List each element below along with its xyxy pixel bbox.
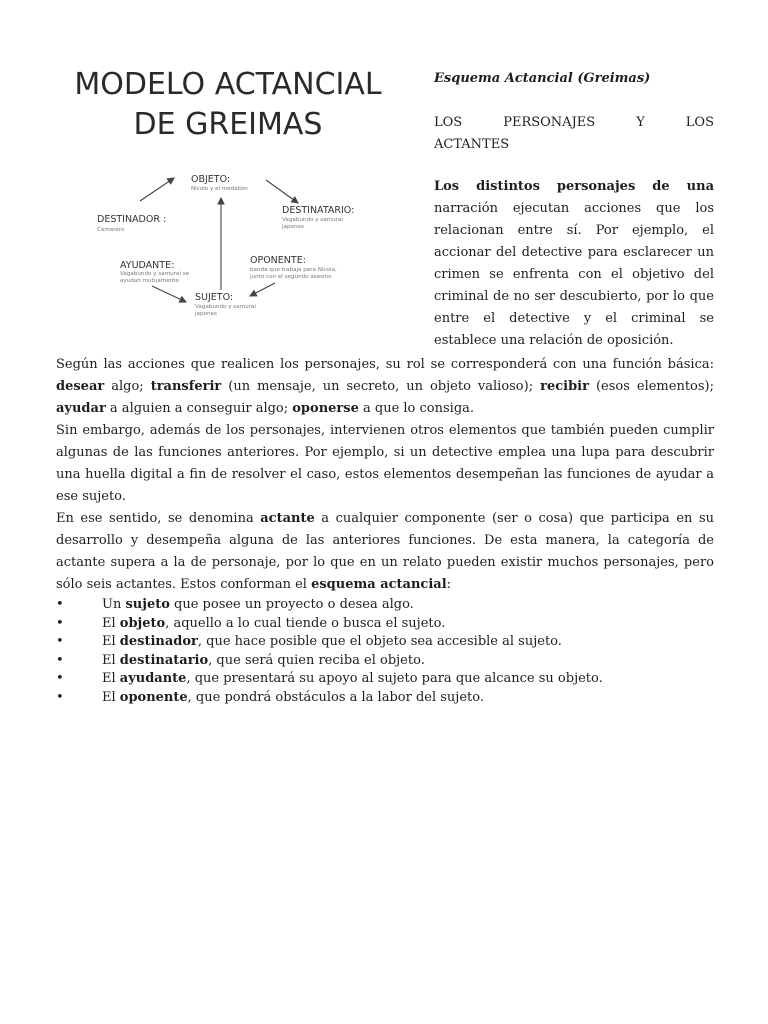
section-title xyxy=(434,112,714,156)
bullet-icon: • xyxy=(56,597,64,612)
bullet-icon: • xyxy=(56,634,64,650)
section-title-line1: LOS PERSONAJES Y LOS xyxy=(434,115,714,130)
node-sujeto-desc-2: japones xyxy=(195,311,217,317)
term: destinador xyxy=(119,634,198,650)
text-run: : xyxy=(446,577,452,592)
term-transferir: transferir xyxy=(150,379,222,394)
list-item xyxy=(56,615,714,634)
node-destinador-label: DESTINADOR : xyxy=(97,214,167,225)
bullet-icon: • xyxy=(56,652,64,668)
node-ayudante-desc-2: ayudan mutuamente xyxy=(120,278,179,284)
text-run: (esos elementos); xyxy=(588,379,715,394)
term: sujeto xyxy=(125,597,170,612)
text-run: , que presentará su apoyo al sujeto para que alcance su objeto. xyxy=(186,671,603,687)
node-destinador-desc: Camarero xyxy=(97,227,125,233)
node-destinatario-desc-1: Vagabundo y samurai xyxy=(282,217,343,223)
text-run: Según las acciones que realicen los personajes, su rol se corresponderá con una función básica: xyxy=(56,357,714,372)
text-run: , que hace posible que el objeto sea accesible al sujeto. xyxy=(197,634,562,650)
diagram-title-line1: MODELO ACTANCIAL xyxy=(74,67,382,102)
actants-list xyxy=(56,596,714,708)
term-desear: desear xyxy=(56,379,105,394)
schema-heading: Esquema Actancial (Greimas) xyxy=(434,71,651,86)
paragraph-functions xyxy=(56,354,714,420)
list-item xyxy=(56,670,714,689)
text-run: , aquello a lo cual tiende o busca el sujeto. xyxy=(165,615,446,631)
term-esquema-actancial: esquema actancial xyxy=(311,577,447,592)
arrow-destinador-objeto xyxy=(140,178,174,201)
node-objeto-label: OBJETO: xyxy=(191,174,231,185)
text-run: En ese sentido, se denomina xyxy=(56,511,261,526)
node-oponente-desc-2: junto con el segundo asesino xyxy=(250,274,332,280)
list-item xyxy=(56,596,714,615)
right-column xyxy=(434,68,714,352)
intro-bold: Los distintos personajes de una xyxy=(434,179,714,194)
text-run: El xyxy=(102,652,120,668)
bullet-icon: • xyxy=(56,671,64,687)
arrow-ayudante-sujeto xyxy=(152,286,186,302)
text-run: El xyxy=(102,671,120,687)
term-ayudar: ayudar xyxy=(56,401,106,416)
node-sujeto-label: SUJETO: xyxy=(195,292,234,303)
text-run: El xyxy=(102,689,120,705)
term: destinatario xyxy=(119,652,209,668)
diagram-svg xyxy=(70,62,400,332)
term: objeto xyxy=(119,615,166,631)
node-ayudante-label: AYUDANTE: xyxy=(120,260,175,271)
diagram-title-line2: DE GREIMAS xyxy=(133,107,323,142)
bullet-icon: • xyxy=(56,689,64,705)
text-run: , que pondrá obstáculos a la labor del sujeto. xyxy=(187,689,484,705)
text-run: El xyxy=(102,634,120,650)
intro-paragraph xyxy=(434,176,714,352)
text-run: a que lo consiga. xyxy=(358,401,475,416)
node-oponente-desc-1: banda que trabaja para Nicola, xyxy=(250,267,337,273)
term-oponerse: oponerse xyxy=(292,401,359,416)
text-run: Un xyxy=(102,597,126,612)
arrow-oponente-sujeto xyxy=(250,283,275,296)
text-run: , que será quien reciba el objeto. xyxy=(208,652,425,668)
list-item xyxy=(56,633,714,652)
node-destinatario-desc-2: japones xyxy=(282,224,304,230)
term: oponente xyxy=(119,689,188,705)
paragraph-actante xyxy=(56,508,714,596)
text-run: algo; xyxy=(104,379,151,394)
list-item xyxy=(56,689,714,708)
body-text xyxy=(56,354,714,708)
list-item xyxy=(56,652,714,671)
term-recibir: recibir xyxy=(540,379,589,394)
node-objeto-desc: Nicolo y el medallón xyxy=(191,186,248,192)
text-run: a alguien a conseguir algo; xyxy=(105,401,293,416)
term-actante: actante xyxy=(260,511,315,526)
text-run: El xyxy=(102,615,120,631)
actantial-model-diagram xyxy=(70,62,400,332)
arrow-objeto-destinatario xyxy=(266,180,298,203)
text-run: (un mensaje, un secreto, un objeto valioso); xyxy=(221,379,541,394)
term: ayudante xyxy=(119,671,187,687)
node-oponente-label: OPONENTE: xyxy=(250,255,306,266)
intro-rest: narración ejecutan acciones que los relacionan entre sí. Por ejemplo, el accionar del detective para esclarecer un crimen se enfrenta con el objetivo del criminal de no ser descubierto, por lo que entre el detective y el criminal se establece una relación de oposición. xyxy=(434,201,714,348)
bullet-icon: • xyxy=(56,615,64,631)
section-title-line2: ACTANTES xyxy=(434,137,510,152)
text-run: que posee un proyecto o desea algo. xyxy=(169,597,414,612)
node-sujeto-desc-1: Vagabundo y samurai xyxy=(195,304,256,310)
paragraph-elements: Sin embargo, además de los personajes, intervienen otros elementos que también pueden cumplir algunas de las funciones anteriores. Por ejemplo, si un detective emplea una lupa para descubrir una huella digital a fin de resolver el caso, estos elementos desempeñan las funciones de ayudar a ese sujeto. xyxy=(56,423,714,504)
node-ayudante-desc-1: Vagabundo y samurai se xyxy=(120,271,190,277)
node-destinatario-label: DESTINATARIO: xyxy=(282,205,355,216)
text-run: a cualquier componente (ser o cosa) que participa en su desarrollo y desempeña alguna de las anteriores funciones. De esta manera, la categoría de actante supera a la de personaje, por lo que en un relato pueden existir muchos personajes, pero sólo seis actantes. Estos conforman el xyxy=(56,511,714,592)
